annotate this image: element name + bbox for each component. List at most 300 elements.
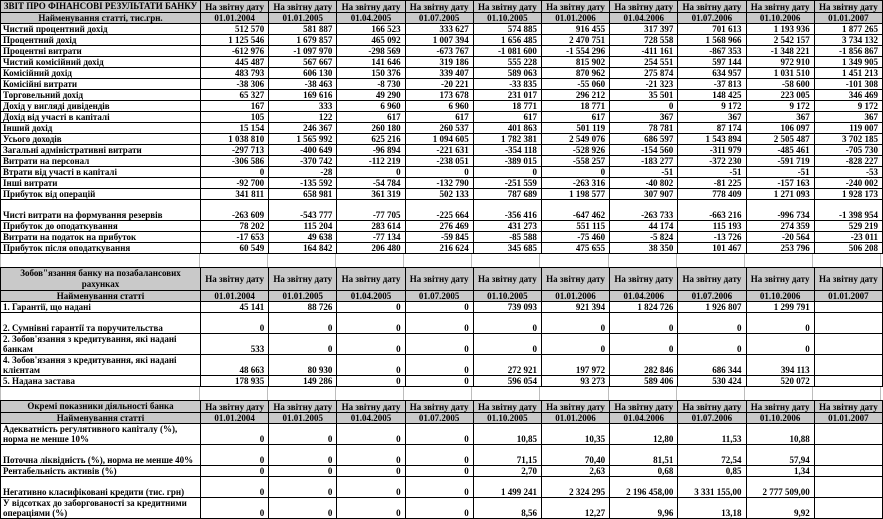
table-title: Зобов"язання банку на позабалансових рахунках [1, 268, 201, 291]
value-cell: -5 824 [610, 232, 678, 243]
value-cell: -54 784 [337, 178, 405, 189]
date-cell: 01.07.2006 [678, 291, 746, 302]
value-cell [814, 498, 882, 519]
date-cell: 01.07.2005 [405, 291, 473, 302]
value-cell: -311 979 [678, 145, 746, 156]
date-cell: 01.07.2006 [678, 13, 746, 24]
value-cell: 15 154 [201, 123, 269, 134]
value-cell: 567 667 [269, 57, 337, 68]
value-cell: 197 972 [541, 355, 609, 376]
value-cell: 164 842 [269, 243, 337, 254]
value-cell: -263 316 [541, 178, 609, 189]
value-cell: 10,85 [473, 424, 541, 445]
value-cell: 0 [201, 498, 269, 519]
table-row [1, 221, 883, 232]
value-cell: 11,53 [678, 424, 746, 445]
value-cell: 465 092 [337, 35, 405, 46]
value-cell [814, 302, 882, 313]
value-cell: 0 [610, 101, 678, 112]
value-cell: 617 [405, 112, 473, 123]
value-cell: -77 705 [337, 200, 405, 221]
value-cell: 1 198 577 [541, 189, 609, 200]
value-cell: 0 [405, 424, 473, 445]
table-row [1, 134, 883, 145]
value-cell: -263 609 [201, 200, 269, 221]
table-row [1, 445, 883, 466]
report-date-header: На звітну дату [610, 401, 678, 413]
value-cell: 0 [405, 445, 473, 466]
value-cell: 254 551 [610, 57, 678, 68]
report-date-header: На звітну дату [473, 268, 541, 291]
value-cell: 9,96 [610, 498, 678, 519]
date-cell: 01.01.2004 [201, 13, 269, 24]
value-cell: 1 271 093 [746, 189, 814, 200]
date-cell: 01.01.2007 [814, 13, 882, 24]
value-cell: 317 397 [610, 24, 678, 35]
value-cell: 367 [678, 112, 746, 123]
value-cell: 0 [678, 313, 746, 334]
value-cell: 0 [337, 355, 405, 376]
value-cell: 0 [473, 313, 541, 334]
value-cell: 972 910 [746, 57, 814, 68]
value-cell: -1 097 970 [269, 46, 337, 57]
value-cell: -1 348 221 [746, 46, 814, 57]
row-label: 2. Зобов'язання з кредитування, які надані банкам [1, 334, 201, 355]
row-label: Негативно класифіковані кредити (тис. грн) [1, 477, 201, 498]
value-cell: 502 133 [405, 189, 473, 200]
value-cell: -59 845 [405, 232, 473, 243]
value-cell: 167 [201, 101, 269, 112]
value-cell: 276 469 [405, 221, 473, 232]
row-label: Торговельний дохід [1, 90, 201, 101]
value-cell: 9,92 [746, 498, 814, 519]
report-date-header: На звітну дату [814, 268, 882, 291]
date-cell: 01.01.2007 [814, 413, 882, 424]
table-row [1, 156, 883, 167]
table-gap [0, 254, 881, 267]
value-cell: 3 734 132 [814, 35, 882, 46]
value-cell: -101 308 [814, 79, 882, 90]
value-cell: 0 [337, 498, 405, 519]
report-date-header: На звітну дату [746, 1, 814, 13]
value-cell: 870 962 [541, 68, 609, 79]
value-cell: -135 592 [269, 178, 337, 189]
date-cell: 01.10.2006 [746, 13, 814, 24]
value-cell: 589 406 [610, 376, 678, 387]
report-date-header: На звітну дату [678, 268, 746, 291]
value-cell: 0 [269, 445, 337, 466]
date-cell: 01.01.2005 [269, 13, 337, 24]
row-label: Процентні витрати [1, 46, 201, 57]
value-cell: 0 [473, 167, 541, 178]
value-cell: 57,94 [746, 445, 814, 466]
value-cell: 223 005 [746, 90, 814, 101]
row-label: 1. Гарантії, що надані [1, 302, 201, 313]
value-cell: 574 885 [473, 24, 541, 35]
value-cell: 93 273 [541, 376, 609, 387]
value-cell: -647 462 [541, 200, 609, 221]
value-cell: 169 616 [269, 90, 337, 101]
table-1 [0, 0, 883, 254]
value-cell: 166 523 [337, 24, 405, 35]
value-cell [814, 313, 882, 334]
value-cell: 2 196 458,00 [610, 477, 678, 498]
value-cell: -612 976 [201, 46, 269, 57]
value-cell: 1 568 966 [678, 35, 746, 46]
table-row [1, 167, 883, 178]
value-cell: 778 409 [678, 189, 746, 200]
value-cell: 401 863 [473, 123, 541, 134]
value-cell: 475 655 [541, 243, 609, 254]
value-cell: -17 653 [201, 232, 269, 243]
value-cell: 346 469 [814, 90, 882, 101]
value-cell: 596 054 [473, 376, 541, 387]
value-cell [814, 355, 882, 376]
value-cell: 115 204 [269, 221, 337, 232]
value-cell: 1 451 213 [814, 68, 882, 79]
value-cell: 1 349 905 [814, 57, 882, 68]
table-row [1, 24, 883, 35]
value-cell: 0 [405, 313, 473, 334]
date-cell: 01.04.2006 [610, 13, 678, 24]
value-cell: 307 907 [610, 189, 678, 200]
row-label: 4. Зобов'язання з кредитування, які надані клієнтам [1, 355, 201, 376]
value-cell: 150 376 [337, 68, 405, 79]
value-cell: 178 935 [201, 376, 269, 387]
value-cell: 2 777 509,00 [746, 477, 814, 498]
value-cell: 0 [405, 334, 473, 355]
value-cell: 367 [814, 112, 882, 123]
value-cell: 6 960 [337, 101, 405, 112]
value-cell: -251 559 [473, 178, 541, 189]
value-cell: -77 134 [337, 232, 405, 243]
value-cell: 501 119 [541, 123, 609, 134]
value-cell: 71,15 [473, 445, 541, 466]
value-cell: 115 193 [678, 221, 746, 232]
value-cell: 529 219 [814, 221, 882, 232]
value-cell: 3 702 185 [814, 134, 882, 145]
value-cell: -705 730 [814, 145, 882, 156]
date-cell: 01.01.2004 [201, 291, 269, 302]
value-cell: 445 487 [201, 57, 269, 68]
value-cell: 0 [610, 334, 678, 355]
table-row [1, 123, 883, 134]
value-cell: -238 051 [405, 156, 473, 167]
row-label: Інший дохід [1, 123, 201, 134]
value-cell: 3 331 155,00 [678, 477, 746, 498]
value-cell: 533 [201, 334, 269, 355]
value-cell: 44 174 [610, 221, 678, 232]
row-label: Дохід від участі в капіталі [1, 112, 201, 123]
value-cell: -13 726 [678, 232, 746, 243]
report-date-header: На звітну дату [678, 1, 746, 13]
value-cell: 512 570 [201, 24, 269, 35]
row-label: Інші витрати [1, 178, 201, 189]
value-cell: 260 537 [405, 123, 473, 134]
value-cell: 787 689 [473, 189, 541, 200]
report-date-header: На звітну дату [337, 1, 405, 13]
value-cell: 606 130 [269, 68, 337, 79]
table-row [1, 79, 883, 90]
value-cell: -400 649 [269, 145, 337, 156]
value-cell: -356 416 [473, 200, 541, 221]
report-date-header: На звітну дату [405, 268, 473, 291]
value-cell: 173 678 [405, 90, 473, 101]
value-cell: 70,40 [541, 445, 609, 466]
row-label: Втрати від участі в капіталі [1, 167, 201, 178]
row-label: Прибуток від операцій [1, 189, 201, 200]
value-cell: 0 [405, 355, 473, 376]
value-cell: 0 [405, 167, 473, 178]
date-cell: 01.01.2006 [541, 291, 609, 302]
value-cell: -85 588 [473, 232, 541, 243]
value-cell: 49 290 [337, 90, 405, 101]
value-cell: -370 742 [269, 156, 337, 167]
value-cell: -354 118 [473, 145, 541, 156]
value-cell: 148 425 [678, 90, 746, 101]
table-row [1, 334, 883, 355]
value-cell: -38 463 [269, 79, 337, 90]
value-cell: 1 007 394 [405, 35, 473, 46]
row-label: Комісійний дохід [1, 68, 201, 79]
value-cell: -183 277 [610, 156, 678, 167]
value-cell: -485 461 [746, 145, 814, 156]
value-cell: -1 554 296 [541, 46, 609, 57]
value-cell: 0 [405, 302, 473, 313]
value-cell: 0 [405, 466, 473, 477]
value-cell: 581 887 [269, 24, 337, 35]
value-cell: -221 631 [405, 145, 473, 156]
value-cell: 617 [473, 112, 541, 123]
date-cell: 01.01.2006 [541, 413, 609, 424]
date-cell: 01.07.2005 [405, 413, 473, 424]
table-row [1, 35, 883, 46]
value-cell: 1 299 791 [746, 302, 814, 313]
value-cell: 0 [269, 477, 337, 498]
report-date-header: На звітну дату [541, 1, 609, 13]
value-cell: -51 [678, 167, 746, 178]
row-label: Чистий процентний дохід [1, 24, 201, 35]
value-cell: 361 319 [337, 189, 405, 200]
value-cell: 333 [269, 101, 337, 112]
date-cell: 01.01.2006 [541, 13, 609, 24]
date-cell: 01.10.2006 [746, 291, 814, 302]
report-date-header: На звітну дату [269, 401, 337, 413]
value-cell: 2,63 [541, 466, 609, 477]
table-title: Окремі показники діяльності банка [1, 401, 201, 413]
value-cell: 339 407 [405, 68, 473, 79]
date-cell: 01.01.2005 [269, 413, 337, 424]
row-label: Прибуток до оподаткування [1, 221, 201, 232]
report-date-header: На звітну дату [269, 1, 337, 13]
value-cell: -1 081 600 [473, 46, 541, 57]
row-label: Чистий комісійний дохід [1, 57, 201, 68]
value-cell: 35 501 [610, 90, 678, 101]
value-cell: 80 930 [269, 355, 337, 376]
value-cell: 367 [610, 112, 678, 123]
value-cell: 1 038 810 [201, 134, 269, 145]
value-cell: 555 228 [473, 57, 541, 68]
value-cell: 916 455 [541, 24, 609, 35]
report-date-header: На звітну дату [473, 1, 541, 13]
value-cell: 0 [269, 334, 337, 355]
value-cell: 122 [269, 112, 337, 123]
value-cell: 101 467 [678, 243, 746, 254]
row-label: Витрати на персонал [1, 156, 201, 167]
value-cell: -1 398 954 [814, 200, 882, 221]
value-cell: 506 208 [814, 243, 882, 254]
value-cell: 0 [337, 302, 405, 313]
value-cell: 0 [405, 498, 473, 519]
value-cell: 260 180 [337, 123, 405, 134]
report-date-header: На звітну дату [610, 1, 678, 13]
date-cell: 01.04.2006 [610, 413, 678, 424]
row-label: Витрати на податок на прибуток [1, 232, 201, 243]
value-cell: 0 [269, 466, 337, 477]
date-cell: 01.04.2005 [337, 13, 405, 24]
value-cell: 1 031 510 [746, 68, 814, 79]
table-row [1, 313, 883, 334]
value-cell: 0 [337, 424, 405, 445]
value-cell: 0 [541, 167, 609, 178]
report-date-header: На звітну дату [746, 401, 814, 413]
value-cell: 282 846 [610, 355, 678, 376]
date-cell: 01.10.2006 [746, 413, 814, 424]
value-cell: 530 424 [678, 376, 746, 387]
value-cell: 815 902 [541, 57, 609, 68]
value-cell: 1 565 992 [269, 134, 337, 145]
value-cell: 18 771 [473, 101, 541, 112]
row-label: Загальні адміністративні витрати [1, 145, 201, 156]
value-cell: 589 063 [473, 68, 541, 79]
value-cell: 431 273 [473, 221, 541, 232]
value-cell: 0,68 [610, 466, 678, 477]
value-cell: -306 586 [201, 156, 269, 167]
table-row [1, 90, 883, 101]
row-label: Поточна ліквідність (%), норма не менше 40% [1, 445, 201, 466]
table-row [1, 466, 883, 477]
value-cell: -55 060 [541, 79, 609, 90]
value-cell: -673 767 [405, 46, 473, 57]
value-cell: 1 782 381 [473, 134, 541, 145]
value-cell: -8 730 [337, 79, 405, 90]
value-cell: -298 569 [337, 46, 405, 57]
value-cell: -154 560 [610, 145, 678, 156]
value-cell: 0 [405, 477, 473, 498]
value-cell: -157 163 [746, 178, 814, 189]
table-row [1, 178, 883, 189]
report-date-header: На звітну дату [473, 401, 541, 413]
report-date-header: На звітну дату [541, 401, 609, 413]
value-cell: -263 733 [610, 200, 678, 221]
value-cell: 10,35 [541, 424, 609, 445]
value-cell: 0 [337, 313, 405, 334]
table-2 [0, 267, 883, 387]
date-cell: 01.07.2006 [678, 413, 746, 424]
value-cell: 9 172 [678, 101, 746, 112]
value-cell: 0 [337, 167, 405, 178]
row-label: 5. Надана застава [1, 376, 201, 387]
value-cell: 634 957 [678, 68, 746, 79]
value-cell: 0 [337, 445, 405, 466]
value-cell: -21 323 [610, 79, 678, 90]
value-cell: 231 017 [473, 90, 541, 101]
table-row [1, 232, 883, 243]
value-cell: 1 543 894 [678, 134, 746, 145]
value-cell: 38 350 [610, 243, 678, 254]
value-cell: 739 093 [473, 302, 541, 313]
table-row [1, 424, 883, 445]
row-label: Прибуток після оподаткування [1, 243, 201, 254]
value-cell: 1 824 726 [610, 302, 678, 313]
value-cell: -38 306 [201, 79, 269, 90]
value-cell: -225 664 [405, 200, 473, 221]
value-cell: -996 734 [746, 200, 814, 221]
value-cell: 333 627 [405, 24, 473, 35]
value-cell: 1 125 546 [201, 35, 269, 46]
value-cell: 0 [337, 466, 405, 477]
value-cell: 0 [201, 313, 269, 334]
report-date-header: На звітну дату [541, 268, 609, 291]
value-cell: -33 835 [473, 79, 541, 90]
value-cell: 49 638 [269, 232, 337, 243]
value-cell: 0 [746, 334, 814, 355]
date-cell: 01.10.2005 [473, 413, 541, 424]
table-row [1, 355, 883, 376]
value-cell: 274 359 [746, 221, 814, 232]
date-cell: 01.04.2005 [337, 291, 405, 302]
value-cell: 105 [201, 112, 269, 123]
value-cell: 0 [541, 313, 609, 334]
table-row [1, 112, 883, 123]
report-date-header: На звітну дату [201, 268, 269, 291]
value-cell: -92 700 [201, 178, 269, 189]
value-cell: 18 771 [541, 101, 609, 112]
value-cell [814, 445, 882, 466]
value-cell: -558 257 [541, 156, 609, 167]
value-cell: 1 877 265 [814, 24, 882, 35]
value-cell: 12,27 [541, 498, 609, 519]
value-cell: 483 793 [201, 68, 269, 79]
value-cell: 728 558 [610, 35, 678, 46]
report-date-header: На звітну дату [746, 268, 814, 291]
value-cell: -37 813 [678, 79, 746, 90]
table-row [1, 68, 883, 79]
items-column-header: Найменування статті [1, 291, 201, 302]
value-cell: 0 [201, 167, 269, 178]
value-cell: -51 [746, 167, 814, 178]
value-cell: 6 960 [405, 101, 473, 112]
row-label: Рентабельність активів (%) [1, 466, 201, 477]
value-cell: 1 656 485 [473, 35, 541, 46]
value-cell: 48 663 [201, 355, 269, 376]
value-cell: 0 [678, 334, 746, 355]
value-cell: 0 [201, 445, 269, 466]
value-cell: -372 230 [678, 156, 746, 167]
value-cell: 72,54 [678, 445, 746, 466]
table-row [1, 200, 883, 221]
value-cell: 216 624 [405, 243, 473, 254]
value-cell: 78 202 [201, 221, 269, 232]
value-cell: 597 144 [678, 57, 746, 68]
value-cell: -112 219 [337, 156, 405, 167]
value-cell: 149 286 [269, 376, 337, 387]
value-cell: 1 928 173 [814, 189, 882, 200]
row-label: Дохід у вигляді дивідендів [1, 101, 201, 112]
report-date-header: На звітну дату [405, 1, 473, 13]
value-cell: 13,18 [678, 498, 746, 519]
date-cell: 01.04.2005 [337, 413, 405, 424]
